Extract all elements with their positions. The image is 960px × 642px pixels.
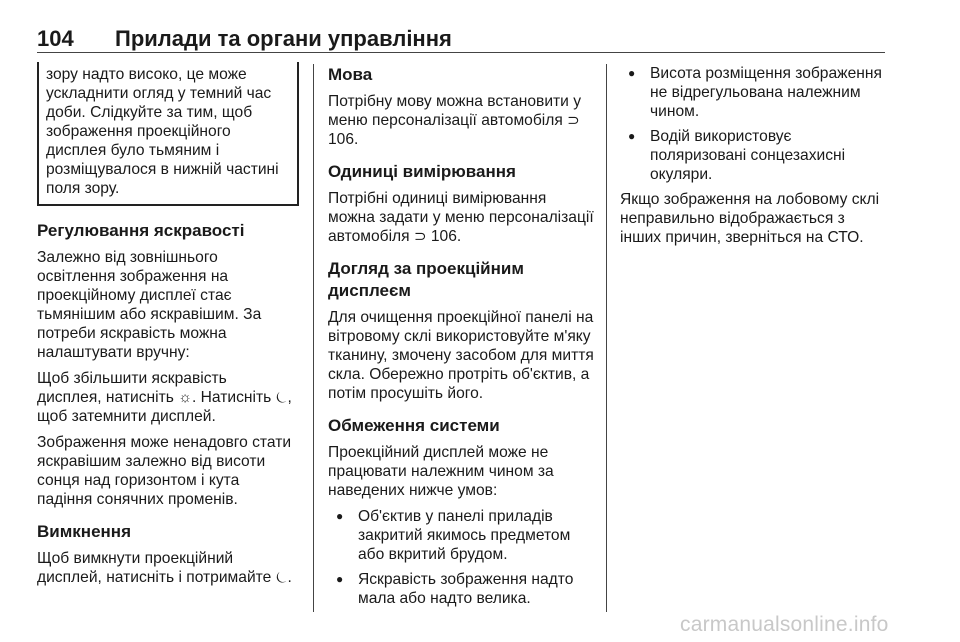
moon-icon: ⏾ bbox=[275, 389, 288, 406]
bullet-list bbox=[620, 64, 888, 184]
section-heading-units: Одиниці вимірювання bbox=[328, 162, 516, 181]
list-item: ● Водій використовує поляризовані сонцезахисні окуляри. bbox=[620, 127, 888, 184]
moon-icon: ⏾ bbox=[275, 569, 288, 586]
column-1 bbox=[37, 64, 295, 594]
header-rule bbox=[37, 52, 885, 53]
paragraph: Щоб збільшити яскравість дисплея, натисніть ☼. Натисніть ⏾, щоб затемнити дисплей. bbox=[37, 370, 292, 425]
column-divider-1 bbox=[313, 64, 314, 612]
list-item: ● Яскравість зображення надто мала або надто велика. bbox=[328, 570, 594, 608]
column-divider-2 bbox=[606, 64, 607, 612]
section-heading-off: Вимкнення bbox=[37, 522, 131, 541]
section-heading-care: Догляд за проекційним дисплеєм bbox=[328, 259, 524, 300]
column-3 bbox=[620, 64, 888, 254]
bullet-list bbox=[328, 507, 594, 608]
watermark: carmanualsonline.info bbox=[680, 613, 889, 636]
paragraph: Зображення може ненадовго стати яскравішим залежно від висоти сонця над горизонтом і кута падіння сонячних променів. bbox=[37, 434, 292, 508]
list-item: ● Висота розміщення зображення не відрегульована належним чином. bbox=[620, 64, 888, 121]
page-reference-icon: ⊃ bbox=[413, 228, 427, 245]
page-header bbox=[37, 26, 452, 54]
paragraph: Проекційний дисплей може не працювати належним чином за наведених нижче умов: bbox=[328, 444, 554, 499]
section-heading-brightness: Регулювання яскравості bbox=[37, 221, 245, 240]
page-reference[interactable]: 106. bbox=[430, 228, 462, 245]
page-reference-icon: ⊃ bbox=[567, 112, 580, 129]
paragraph: Потрібну мову можна встановити у меню персоналізації автомобіля ⊃ 106. bbox=[328, 93, 582, 148]
paragraph: Щоб вимкнути проекційний дисплей, натисніть і потримайте ⏾. bbox=[37, 550, 292, 586]
paragraph: Для очищення проекційної панелі на вітровому склі використовуйте м'яку тканину, змочену засобом для миття скла. Обережно протріть об'єктив, а потім просушіть його. bbox=[328, 309, 594, 402]
note-text: зору надто високо, це може ускладнити огляд у темний час доби. Слідкуйте за тим, щоб зображення проекційного дисплея було тьмяним і розміщувалося в нижній частині поля зору. bbox=[46, 66, 279, 197]
sun-icon: ☼ bbox=[178, 389, 192, 406]
section-heading-language: Мова bbox=[328, 65, 373, 84]
running-title: Прилади та органи управління bbox=[115, 26, 452, 51]
column-2 bbox=[328, 64, 594, 614]
paragraph: Потрібні одиниці вимірювання можна задати у меню персоналізації автомобіля ⊃ 106. bbox=[328, 190, 594, 245]
page-number: 104 bbox=[37, 26, 74, 51]
list-item: ● Об'єктив у панелі приладів закритий якимось предметом або вкритий брудом. bbox=[328, 507, 594, 564]
warning-note-box bbox=[37, 62, 299, 206]
paragraph: Якщо зображення на лобовому склі неправильно відображається з інших причин, зверніться на СТО. bbox=[620, 191, 880, 246]
paragraph: Залежно від зовнішнього освітлення зображення на проекційному дисплеї стає тьмянішим або яскравішим. За потреби яскравість можна налаштувати вручну: bbox=[37, 249, 262, 361]
section-heading-limits: Обмеження системи bbox=[328, 416, 500, 435]
page-reference[interactable]: 106. bbox=[328, 131, 359, 148]
